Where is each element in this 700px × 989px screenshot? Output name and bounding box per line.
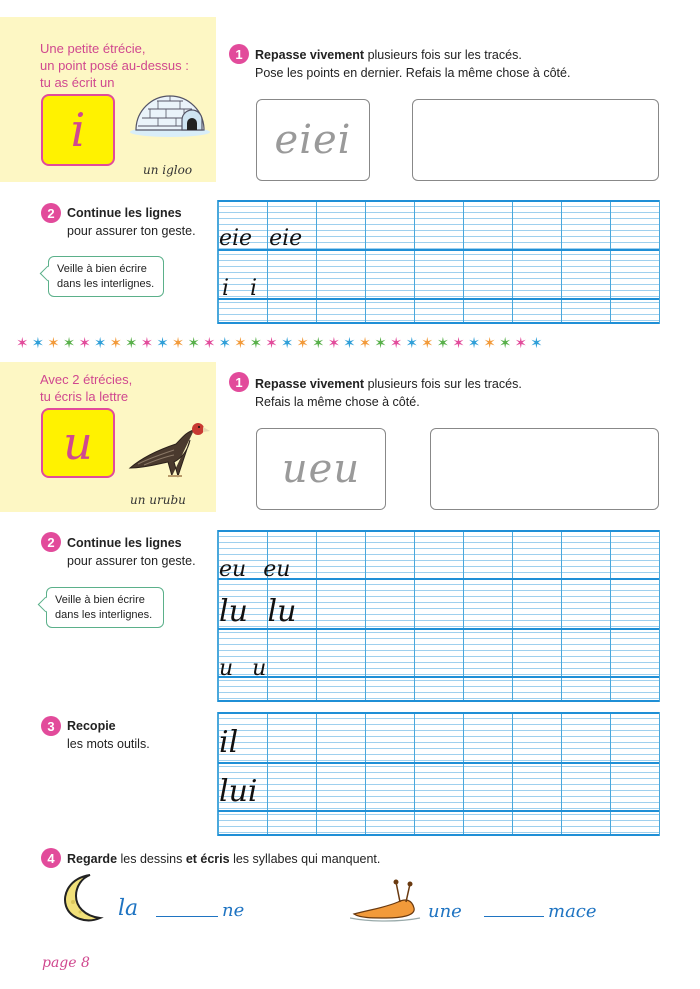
model-row-i xyxy=(222,276,257,301)
exercise-number: 3 xyxy=(41,716,61,736)
letter-tile-u xyxy=(41,408,115,478)
model-word: u xyxy=(252,656,267,681)
moon-syllable-start: la xyxy=(118,896,139,921)
caption-urubu: un urubu xyxy=(130,493,186,507)
slug-syllable-end: mace xyxy=(548,901,597,922)
model-word: eu xyxy=(219,557,247,582)
writing-grid[interactable] xyxy=(217,200,660,324)
practice-box[interactable] xyxy=(430,428,659,510)
writing-baseline xyxy=(218,834,659,836)
writing-baseline xyxy=(218,700,659,702)
trace-box-ueu xyxy=(256,428,386,510)
exercise-2-instruction xyxy=(67,534,212,570)
exercise-2-instruction xyxy=(67,204,212,240)
intro-line: un point posé au-dessus : xyxy=(40,58,189,73)
model-row-eu xyxy=(219,557,290,582)
instruction-text: pour assurer ton geste. xyxy=(67,224,196,238)
urubu-illustration xyxy=(124,418,214,484)
model-word: eu xyxy=(263,557,291,582)
model-word: lu xyxy=(219,594,248,629)
trace-box-eiei xyxy=(256,99,370,181)
exercise-number: 1 xyxy=(229,44,249,64)
instruction-text: Refais la même chose à côté. xyxy=(255,395,420,409)
model-row-eie xyxy=(219,226,302,251)
instruction-text: plusieurs fois sur les tracés. xyxy=(364,48,522,62)
slug-blank[interactable] xyxy=(484,916,544,917)
exercise-1-instruction xyxy=(255,375,675,411)
instruction-bold: Continue les lignes xyxy=(67,536,182,550)
slug-syllable-start: une xyxy=(428,901,462,922)
tip-text: dans les interlignes. xyxy=(57,278,155,290)
practice-box[interactable] xyxy=(412,99,659,181)
instruction-text: plusieurs fois sur les tracés. xyxy=(364,377,522,391)
page-number: page 8 xyxy=(42,955,90,971)
instruction-text: les syllabes qui manquent. xyxy=(229,852,381,866)
instruction-text: les mots outils. xyxy=(67,737,150,751)
instruction-bold: Regarde xyxy=(67,852,118,866)
moon-blank[interactable] xyxy=(156,916,218,917)
instruction-bold: Recopie xyxy=(67,719,116,733)
tip-text: Veille à bien écrire xyxy=(57,263,147,275)
writing-baseline xyxy=(218,676,659,678)
model-word: u xyxy=(219,656,234,681)
letter-tile-i xyxy=(41,94,115,166)
model-row-u xyxy=(219,656,266,681)
moon-illustration xyxy=(60,872,106,924)
model-word: i xyxy=(222,276,230,301)
tip-bubble xyxy=(48,256,164,297)
writing-baseline xyxy=(218,200,659,202)
exercise-4-instruction xyxy=(67,850,627,868)
instruction-text: les dessins xyxy=(117,852,186,866)
intro-line: Une petite étrécie, xyxy=(40,41,146,56)
exercise-3-instruction xyxy=(67,717,212,753)
igloo-illustration xyxy=(128,82,213,137)
exercise-number: 2 xyxy=(41,532,61,552)
exercise-number: 4 xyxy=(41,848,61,868)
intro-text-u xyxy=(40,371,210,405)
exercise-number: 1 xyxy=(229,372,249,392)
model-row-lu xyxy=(219,594,296,629)
instruction-bold: Continue les lignes xyxy=(67,206,182,220)
model-word-lui: lui xyxy=(219,774,258,809)
exercise-number: 2 xyxy=(41,203,61,223)
trace-word: eiei xyxy=(274,117,352,163)
star-separator: ✶✶✶✶✶✶✶✶✶✶✶✶✶✶✶✶✶✶✶✶✶✶✶✶✶✶✶✶✶✶✶✶✶✶ xyxy=(16,335,546,352)
letter-u: u xyxy=(63,416,93,470)
caption-igloo: un igloo xyxy=(143,163,193,177)
instruction-bold: et écris xyxy=(185,852,230,866)
instruction-bold: Repasse vivement xyxy=(255,377,365,391)
writing-baseline xyxy=(218,762,659,764)
intro-line: Avec 2 étrécies, xyxy=(40,372,133,387)
instruction-text: Pose les points en dernier. Refais la même chose à côté. xyxy=(255,66,571,80)
exercise-1-instruction xyxy=(255,46,675,82)
writing-baseline xyxy=(218,530,659,532)
model-word: i xyxy=(250,276,258,301)
letter-i: i xyxy=(70,103,86,157)
model-word: eie xyxy=(219,226,253,251)
intro-line: tu as écrit un xyxy=(40,75,115,90)
writing-baseline xyxy=(218,810,659,812)
moon-syllable-end: ne xyxy=(222,900,245,921)
model-word: lu xyxy=(267,594,297,629)
intro-line: tu écris la lettre xyxy=(40,389,129,404)
instruction-text: pour assurer ton geste. xyxy=(67,554,196,568)
writing-baseline xyxy=(218,298,659,300)
instruction-bold: Repasse vivement xyxy=(255,48,365,62)
trace-word: ueu xyxy=(281,446,361,492)
tip-bubble xyxy=(46,587,164,628)
writing-baseline xyxy=(218,712,659,714)
model-word: eie xyxy=(269,226,303,251)
writing-grid[interactable] xyxy=(217,712,660,836)
tip-text: dans les interlignes. xyxy=(55,609,153,621)
tip-text: Veille à bien écrire xyxy=(55,594,145,606)
slug-illustration xyxy=(350,878,422,924)
model-word-il: il xyxy=(219,725,239,760)
writing-baseline xyxy=(218,322,659,324)
